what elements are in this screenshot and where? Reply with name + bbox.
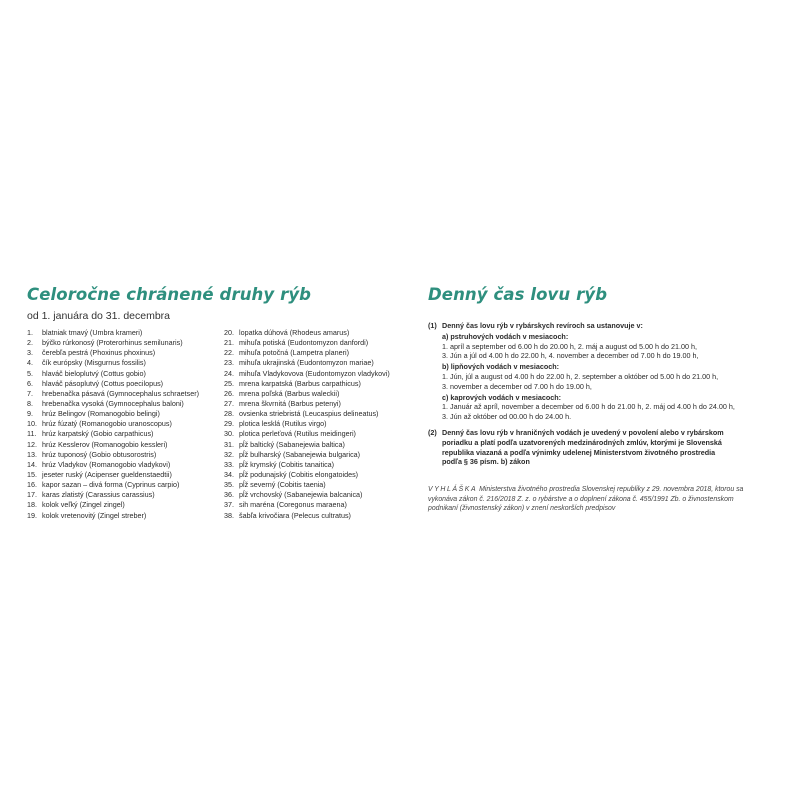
species-item — [27, 470, 225, 480]
species-name: kapor sazan – divá forma (Cyprinus carpio) — [42, 480, 180, 490]
species-item — [224, 460, 409, 470]
species-name: mrena karpatská (Barbus carpathicus) — [239, 378, 361, 388]
species-item — [224, 369, 409, 379]
species-number: 6. — [27, 378, 33, 388]
species-name: hrúz Kesslerov (Romanogobio kessleri) — [42, 439, 168, 449]
species-item — [224, 450, 409, 460]
species-name: mihuľa ukrajinská (Eudontomyzon mariae) — [239, 358, 374, 368]
species-column-2 — [224, 328, 409, 521]
species-number: 30. — [224, 429, 234, 439]
regulation-note-line-2: vykonáva zákon č. 216/2018 Z. z. o rybárstve a o doplnení zákona č. 455/1991 Zb. o živnostenskom — [428, 495, 734, 503]
fishing-time-title: Denný čas lovu rýb — [428, 285, 608, 304]
species-item — [27, 399, 225, 409]
section-2-line-1: Denný čas lovu rýb v hraničných vodách je uvedený v povolení alebo v rybárskom — [442, 427, 724, 437]
regulation-note — [428, 485, 778, 514]
species-item — [27, 348, 225, 358]
section-2 — [428, 428, 778, 467]
species-item — [27, 440, 225, 450]
species-item — [224, 358, 409, 368]
species-item — [224, 490, 409, 500]
protected-species-section — [27, 284, 399, 538]
species-item — [27, 379, 225, 389]
species-number: 35. — [224, 480, 234, 490]
species-item — [27, 460, 225, 470]
section-1-title: Denný čas lovu rýb v rybárskych revíroch sa ustanovuje v: — [442, 321, 643, 330]
species-number: 16. — [27, 480, 37, 490]
species-item — [27, 450, 225, 460]
species-name: hlaváč pásoplutvý (Cottus poecilopus) — [42, 378, 164, 388]
carp-waters-line-1: 1. Január až apríl, november a december od 6.00 h do 21.00 h, 2. máj od 4.00 h do 24.00 h, — [442, 402, 735, 412]
species-number: 4. — [27, 358, 33, 368]
species-name: plotica lesklá (Rutilus virgo) — [239, 419, 327, 429]
regulation-note-line-3: podnikaní (živnostenský zákon) v znení neskorších predpisov — [428, 505, 616, 513]
carp-waters — [442, 393, 778, 422]
species-name: hrúz karpatský (Gobio carpathicus) — [42, 429, 154, 439]
section-1-number: (1) — [428, 321, 437, 330]
species-item — [224, 379, 409, 389]
species-number: 22. — [224, 348, 234, 358]
species-number: 32. — [224, 449, 234, 459]
species-name: pĺž baltický (Sabanejewia baltica) — [239, 439, 345, 449]
regulation-label: VYHLÁŠKA — [428, 486, 478, 494]
species-item — [224, 429, 409, 439]
regulation-text-1: Ministerstva životného prostredia Slovenskej republiky z 29. novembra 2018, ktorou sa — [479, 486, 744, 494]
species-item — [224, 480, 409, 490]
section-2-line-2: poriadku a platí podľa uzatvorených medzinárodných zmlúv, ktorými je Slovenská — [442, 437, 722, 447]
species-item — [224, 389, 409, 399]
species-item — [27, 369, 225, 379]
section-2-number: (2) — [428, 427, 437, 437]
carp-waters-heading: c) kaprových vodách v mesiacoch: — [442, 392, 562, 402]
species-name: blatniak tmavý (Umbra krameri) — [42, 328, 143, 337]
species-item — [27, 500, 225, 510]
species-name: sih maréna (Coregonus maraena) — [239, 500, 347, 510]
species-item — [27, 389, 225, 399]
trout-waters-line-1: 1. apríl a september od 6.00 h do 20.00 h, 2. máj a august od 5.00 h do 21.00 h, — [442, 341, 697, 351]
species-item — [27, 429, 225, 439]
fishing-time-section — [428, 284, 778, 514]
species-number: 1. — [27, 328, 33, 337]
species-name: mrena poľská (Barbus waleckii) — [239, 388, 340, 398]
species-number: 12. — [27, 439, 37, 449]
species-item — [27, 511, 225, 521]
grayling-waters-line-2: 3. november a december od 7.00 h do 19.00 h, — [442, 381, 592, 391]
species-number: 11. — [27, 429, 37, 439]
species-number: 36. — [224, 490, 234, 500]
species-name: mihuľa Vladykovova (Eudontomyzon vladykovi) — [239, 368, 390, 378]
species-item — [27, 480, 225, 490]
species-number: 23. — [224, 358, 234, 368]
species-name: hrúz fúzatý (Romanogobio uranoscopus) — [42, 419, 172, 429]
species-name: hrebenačka pásavá (Gymnocephalus schraetser) — [42, 388, 200, 398]
species-name: býčko rúrkonosý (Proterorhinus semilunaris) — [42, 338, 183, 348]
species-name: karas zlatistý (Carassius carassius) — [42, 490, 155, 500]
species-name: hrúz tuponosý (Gobio obtusorostris) — [42, 449, 157, 459]
species-number: 10. — [27, 419, 37, 429]
regulation-note-line-1 — [428, 485, 778, 495]
species-name: mrena škvrnitá (Barbus petenyi) — [239, 398, 341, 408]
species-name: hlaváč bieloplutvý (Cottus gobio) — [42, 368, 146, 378]
protected-species-title: Celoročne chránené druhy rýb — [27, 285, 312, 304]
species-name: kolok vretenovitý (Zingel streber) — [42, 510, 147, 520]
species-number: 26. — [224, 388, 234, 398]
species-number: 33. — [224, 459, 234, 469]
species-name: plotica perleťová (Rutilus meidingeri) — [239, 429, 356, 439]
trout-waters-heading: a) pstruhových vodách v mesiacoch: — [442, 331, 569, 341]
trout-waters-line-2: 3. Jún a júl od 4.00 h do 22.00 h, 4. november a december od 7.00 h do 19.00 h, — [442, 351, 699, 361]
species-number: 37. — [224, 500, 234, 510]
species-name: lopatka dúhová (Rhodeus amarus) — [239, 328, 350, 337]
species-name: pĺž vrchovský (Sabanejewia balcanica) — [239, 490, 363, 500]
species-name: hrebenačka vysoká (Gymnocephalus baloni) — [42, 398, 184, 408]
species-item — [27, 409, 225, 419]
species-name: pĺž krymský (Cobitis tanaitica) — [239, 459, 335, 469]
species-name: pĺž podunajský (Cobitis elongatoides) — [239, 469, 359, 479]
species-name: čík európsky (Misgurnus fossilis) — [42, 358, 146, 368]
species-number: 21. — [224, 338, 234, 348]
species-name: hrúz Vladykov (Romanogobio vladykovi) — [42, 459, 171, 469]
grayling-waters-line-1: 1. Jún, júl a august od 4.00 h do 22.00 h, 2. september a október od 5.00 h do 21.00 h, — [442, 371, 719, 381]
carp-waters-line-2: 3. Jún až október od 00.00 h do 24.00 h. — [442, 412, 572, 422]
section-2-line-4: podľa § 36 písm. b) zákon — [442, 457, 530, 467]
species-name: hrúz Belingov (Romanogobio belingi) — [42, 409, 160, 419]
species-item — [224, 409, 409, 419]
trout-waters — [442, 332, 778, 361]
species-number: 38. — [224, 510, 234, 520]
species-name: jeseter ruský (Acipenser gueldenstaedtii) — [42, 469, 172, 479]
species-item — [224, 470, 409, 480]
species-number: 25. — [224, 378, 234, 388]
species-item — [224, 328, 409, 338]
species-number: 28. — [224, 409, 234, 419]
species-number: 3. — [27, 348, 33, 358]
species-name: pĺž severný (Cobitis taenia) — [239, 480, 326, 490]
species-number: 34. — [224, 469, 234, 479]
species-number: 31. — [224, 439, 234, 449]
species-number: 24. — [224, 368, 234, 378]
grayling-waters — [442, 362, 778, 391]
species-number: 14. — [27, 459, 37, 469]
species-number: 15. — [27, 469, 37, 479]
protection-period: od 1. januára do 31. decembra — [27, 310, 171, 322]
species-number: 9. — [27, 409, 33, 419]
species-item — [224, 419, 409, 429]
species-column-1 — [27, 328, 225, 521]
species-item — [27, 490, 225, 500]
species-item — [27, 358, 225, 368]
species-name: šabľa krivočiara (Pelecus cultratus) — [239, 510, 351, 520]
species-number: 13. — [27, 449, 37, 459]
species-number: 5. — [27, 368, 33, 378]
species-item — [27, 419, 225, 429]
species-item — [224, 440, 409, 450]
species-number: 2. — [27, 338, 33, 348]
species-item — [27, 338, 225, 348]
species-item — [224, 348, 409, 358]
species-name: ovsienka striebristá (Leucaspius delineatus) — [239, 409, 379, 419]
species-item — [224, 338, 409, 348]
species-item — [27, 328, 225, 338]
species-list — [27, 328, 399, 538]
fishing-time-body — [428, 321, 778, 514]
species-number: 19. — [27, 510, 37, 520]
species-number: 7. — [27, 388, 33, 398]
grayling-waters-heading: b) lipňových vodách v mesiacoch: — [442, 362, 560, 372]
species-number: 29. — [224, 419, 234, 429]
species-item — [224, 399, 409, 409]
species-number: 27. — [224, 398, 234, 408]
species-number: 20. — [224, 328, 234, 337]
section-2-line-3: republika viazaná a podľa výnimky udelenej Ministerstvom životného prostredia — [442, 447, 716, 457]
species-item — [224, 500, 409, 510]
species-number: 8. — [27, 398, 33, 408]
species-name: mihuľa potočná (Lampetra planeri) — [239, 348, 349, 358]
section-1 — [428, 321, 778, 422]
species-item — [224, 511, 409, 521]
species-number: 18. — [27, 500, 37, 510]
species-number: 17. — [27, 490, 37, 500]
species-name: kolok veľký (Zingel zingel) — [42, 500, 125, 510]
species-name: pĺž bulharský (Sabanejewia bulgarica) — [239, 449, 361, 459]
species-name: čerebľa pestrá (Phoxinus phoxinus) — [42, 348, 156, 358]
species-name: mihuľa potiská (Eudontomyzon danfordi) — [239, 338, 369, 348]
